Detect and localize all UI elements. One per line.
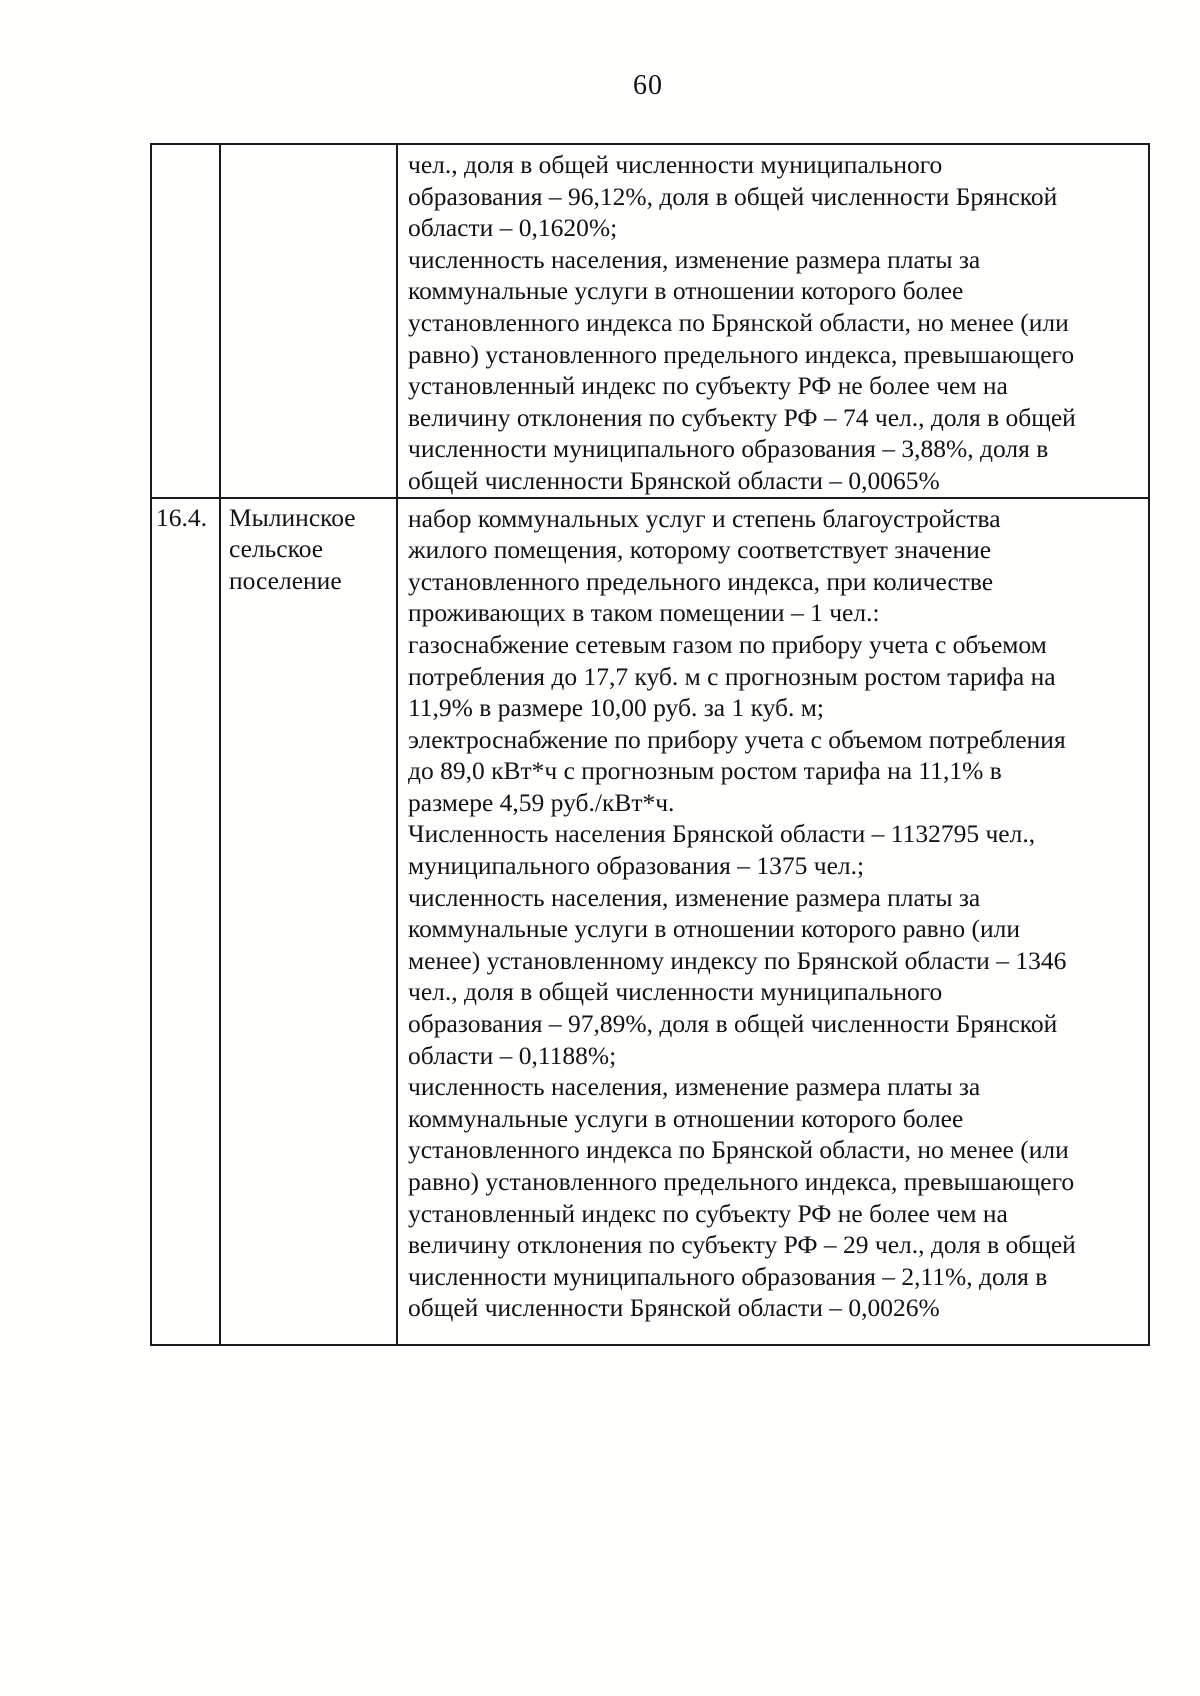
text-line: муниципального образования – 1375 чел.; <box>408 851 865 881</box>
text-line: чел., доля в общей численности муниципального <box>408 150 943 179</box>
text-line: поселение <box>229 565 342 595</box>
text-line: проживающих в таком помещении – 1 чел.: <box>408 598 880 628</box>
text-line: численности муниципального образования – 3,88%, доля в <box>408 434 1049 464</box>
text-line: коммунальные услуги в отношении которого более <box>408 276 964 306</box>
text-line: численность населения, изменение размера платы за <box>408 1072 981 1102</box>
table-row <box>152 497 1148 1344</box>
text-line: области – 0,1620%; <box>408 213 618 243</box>
text-line: общей численности Брянской области – 0,0065% <box>408 465 940 495</box>
text-line: потребления до 17,7 куб. м с прогнозным ростом тарифа на <box>408 661 1056 691</box>
text-line: величину отклонения по субъекту РФ – 29 чел., доля в общей <box>408 1230 1076 1260</box>
text-line: величину отклонения по субъекту РФ – 74 чел., доля в общей <box>408 402 1076 432</box>
text-line: равно) установленного предельного индекса, превышающего <box>408 339 1075 369</box>
text-line: области – 0,1188%; <box>408 1040 617 1070</box>
text-line: установленный индекс по субъекту РФ не более чем на <box>408 371 1008 401</box>
text-line: Численность населения Брянской области – 1132795 чел., <box>408 819 1036 849</box>
text-line: численности муниципального образования – 2,11%, доля в <box>408 1261 1048 1291</box>
text-line: установленный индекс по субъекту РФ не более чем на <box>408 1198 1008 1228</box>
text-line: набор коммунальных услуг и степень благоустройства <box>408 503 1001 533</box>
text-line: чел., доля в общей численности муниципального <box>408 977 943 1007</box>
text-line: установленного предельного индекса, при количестве <box>408 566 994 596</box>
text-line: до 89,0 кВт*ч с прогнозным ростом тарифа на 11,1% в <box>408 756 1002 786</box>
description-cell <box>398 499 1148 1344</box>
text-line: менее) установленному индексу по Брянской области – 1346 <box>408 945 1067 975</box>
text-line: сельское <box>229 534 324 564</box>
text-line: установленного индекса по Брянской области, но менее (или <box>408 1135 1069 1165</box>
description-cell <box>398 145 1148 497</box>
text-line: газоснабжение сетевым газом по прибору учета с объемом <box>408 629 1047 659</box>
text-line: коммунальные услуги в отношении которого более <box>408 1103 964 1133</box>
table-row <box>152 145 1148 497</box>
text-line: коммунальные услуги в отношении которого равно (или <box>408 914 1020 944</box>
tariff-table <box>150 143 1150 1346</box>
text-line: образования – 97,89%, доля в общей численности Брянской <box>408 1009 1058 1039</box>
text-line: численность населения, изменение размера платы за <box>408 882 981 912</box>
row-number-cell: 16.4. <box>152 499 221 1344</box>
text-line: общей численности Брянской области – 0,0026% <box>408 1293 940 1323</box>
text-line: электроснабжение по прибору учета с объемом потребления <box>408 724 1066 754</box>
text-line: жилого помещения, которому соответствует значение <box>408 535 992 565</box>
municipality-name-cell <box>221 145 398 497</box>
text-line: равно) установленного предельного индекса, превышающего <box>408 1167 1075 1196</box>
text-line: размере 4,59 руб./кВт*ч. <box>408 787 675 817</box>
text-line: образования – 96,12%, доля в общей численности Брянской <box>408 181 1058 211</box>
text-line: численность населения, изменение размера платы за <box>408 244 981 274</box>
text-line: 11,9% в размере 10,00 руб. за 1 куб. м; <box>408 693 824 723</box>
municipality-name-cell <box>221 499 398 1344</box>
text-line: установленного индекса по Брянской области, но менее (или <box>408 307 1069 337</box>
text-line: Мылинское <box>229 502 356 532</box>
row-number-cell <box>152 145 221 497</box>
page-number: 60 <box>633 70 663 101</box>
